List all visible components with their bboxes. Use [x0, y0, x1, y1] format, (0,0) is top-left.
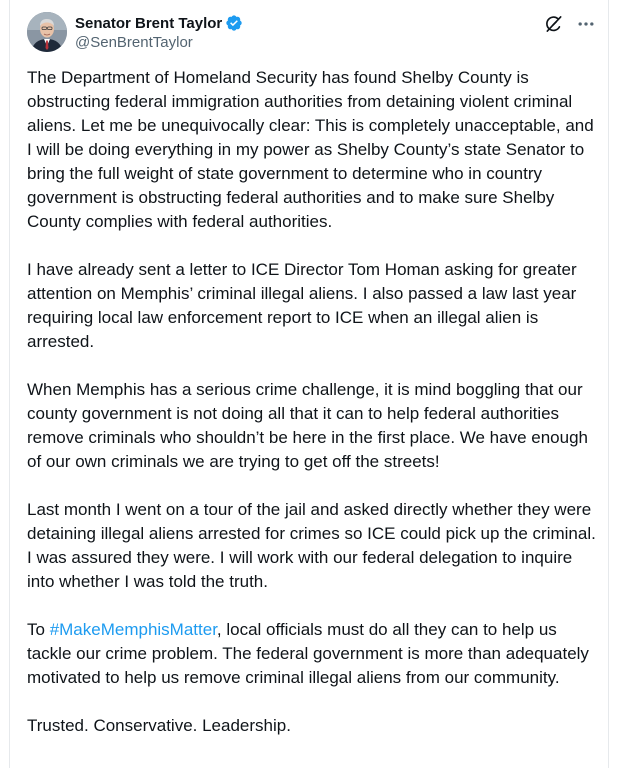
avatar-portrait: [27, 12, 67, 52]
post-paragraph-4: Last month I went on a tour of the jail and asked directly whether they were detaining illegal aliens arrested for crimes so ICE could pick up the criminal. I was assured they were. I will work with our federal delegation to inquire into whether I was told the truth.: [27, 500, 596, 591]
post-paragraph-2: I have already sent a letter to ICE Director Tom Homan asking for greater attention on Memphis’ criminal illegal aliens. I also passed a law last year requiring local law enforcement report to ICE when an illegal alien is arrested.: [27, 260, 577, 351]
header-actions: [544, 14, 596, 34]
hashtag-prefix: To: [27, 620, 50, 639]
post-text: [27, 66, 599, 762]
more-options-icon[interactable]: [576, 14, 596, 34]
post-card: [9, 0, 609, 768]
name-row: [75, 13, 243, 33]
hashtag-suffix: , local officials must do all they can to help us tackle our crime problem. The federal government is more than adequately motivated to help us remove criminal illegal aliens from our community.: [27, 620, 589, 687]
grok-icon[interactable]: [544, 14, 564, 34]
post-paragraph-1: The Department of Homeland Security has found Shelby County is obstructing federal immigration authorities from detaining violent criminal aliens. Let me be unequivocally clear: This is completely unacceptable, and I will be doing everything in my power as Shelby County’s state Senator to bring the full weight of state government to determine who in country government is obstructing federal authorities and to make sure Shelby County complies with federal authorities.: [27, 68, 594, 231]
post-closing: Trusted. Conservative. Leadership.: [27, 716, 291, 735]
avatar[interactable]: [27, 12, 67, 52]
author-handle[interactable]: @SenBrentTaylor: [75, 34, 193, 51]
post-header: [27, 12, 596, 54]
verified-badge-icon[interactable]: [225, 14, 243, 32]
author-names: [75, 13, 243, 51]
post-paragraph-3: When Memphis has a serious crime challenge, it is mind boggling that our county government is not doing all that it can to help federal authorities remove criminals who shouldn’t be here in the first place. We have enough of our own criminals we are trying to get off the streets!: [27, 380, 588, 471]
author-display-name[interactable]: Senator Brent Taylor: [75, 14, 223, 32]
post-paragraph-5: [27, 618, 599, 690]
hashtag-link[interactable]: #MakeMemphisMatter: [49, 620, 217, 639]
